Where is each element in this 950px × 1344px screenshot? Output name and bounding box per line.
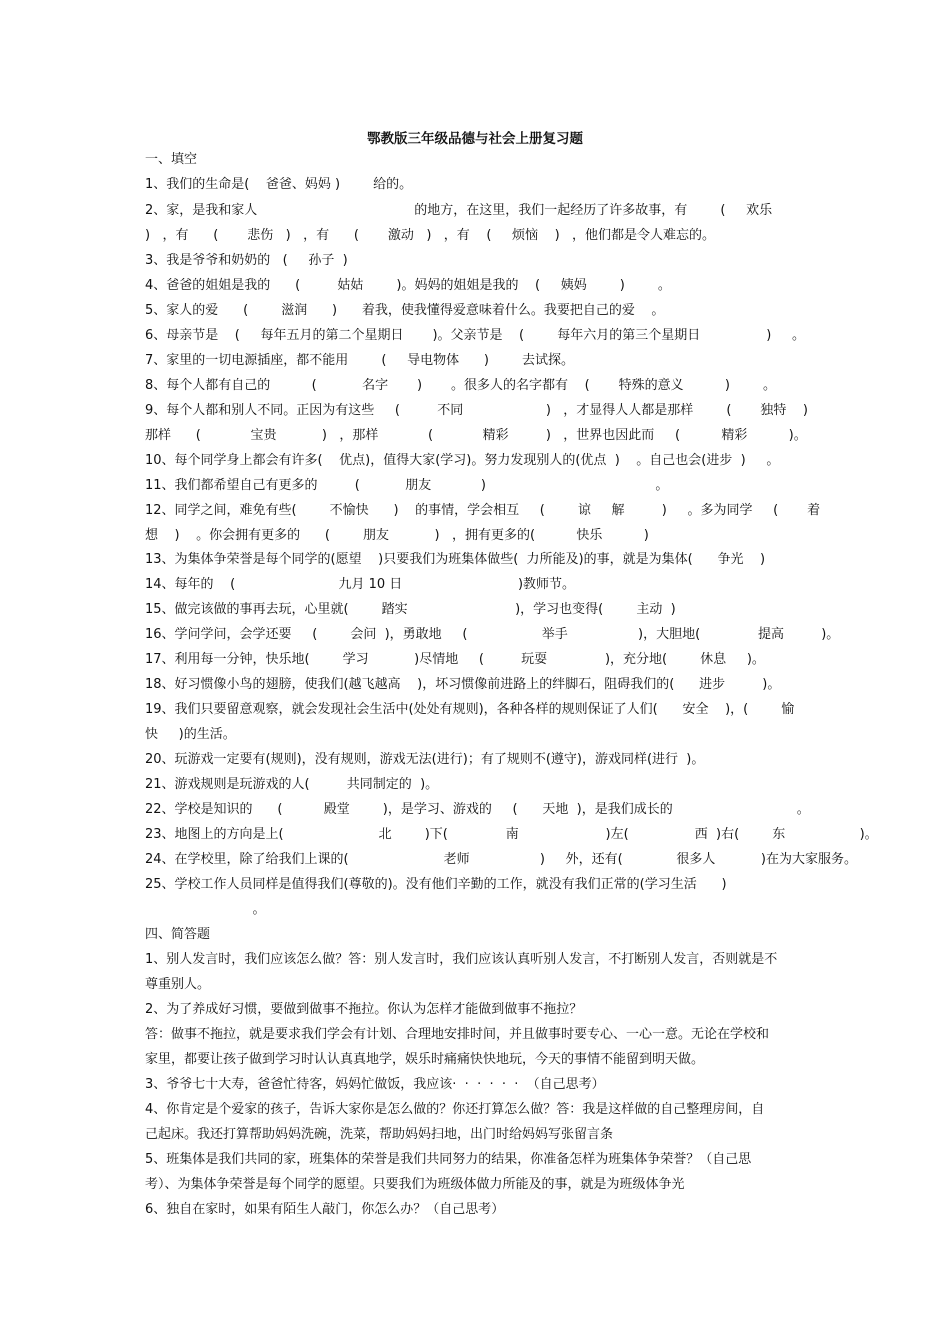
fill-line: 21、游戏规则是玩游戏的人( 共同制定的 )。 <box>145 777 439 792</box>
answer-line: 考）、为集体争荣誉是每个同学的愿望。只要我们为班级体做力所能及的事，就是为班级体争光 <box>145 1177 685 1192</box>
answer-line: 尊重别人。 <box>145 977 211 992</box>
fill-line: 15、做完该做的事再去玩，心里就( 踏实 )，学习也变得( 主动 ) <box>145 602 676 617</box>
answer-line: 3、爷爷七十大寿，爸爸忙待客，妈妈忙做饭，我应该· · · · · · （自己思考） <box>145 1077 605 1092</box>
fill-line: 19、我们只要留意观察，就会发现社会生活中(处处有规则)，各种各样的规则保证了人们( 安全 )，( 愉 <box>145 702 795 717</box>
fill-line: 想 ) 。你会拥有更多的 ( 朋友 ) ，拥有更多的( 快乐 ) <box>145 528 649 543</box>
fill-line: 1、我们的生命是( 爸爸、妈妈 ) 给的。 <box>145 177 413 192</box>
fill-line: 20、玩游戏一定要有(规则)，没有规则，游戏无法(进行)；有了规则不(遵守)，游戏同样(进行 )。 <box>145 752 705 767</box>
answer-line: 2、为了养成好习惯，要做到做事不拖拉。你认为怎样才能做到做事不拖拉？ <box>145 1002 583 1017</box>
fill-line: 12、同学之间，难免有些( 不愉快 ) 的事情，学会相互 ( 谅 解 ) 。多为同学 ( 着 <box>145 503 821 518</box>
fill-line: 3、我是爷爷和奶奶的 ( 孙子 ) <box>145 253 348 268</box>
fill-line: 11、我们都希望自己有更多的 ( 朋友 ) 。 <box>145 478 669 493</box>
fill-line: 10、每个同学身上都会有许多( 优点)，值得大家(学习)。努力发现别人的(优点 ) 。自己也会(进步 ) 。 <box>145 453 780 468</box>
section-heading-fill: 一、填空 <box>145 152 198 167</box>
fill-line: 22、学校是知识的 ( 殿堂 )，是学习、游戏的 ( 天地 )，是我们成长的 。 <box>145 802 810 817</box>
answer-line: 己起床。我还打算帮助妈妈洗碗，洗菜，帮助妈妈扫地，出门时给妈妈写张留言条 <box>145 1127 614 1142</box>
fill-line: 13、为集体争荣誉是每个同学的(愿望 )只要我们为班集体做些( 力所能及)的事，就是为集体( 争光 ) <box>145 552 766 567</box>
fill-line: 7、家里的一切电源插座，都不能用 ( 导电物体 ) 去试探。 <box>145 353 574 368</box>
fill-line: 。 <box>145 902 266 917</box>
fill-line: 23、地图上的方向是上( 北 )下( 南 )左( 西 )右( 东 )。 <box>145 827 878 842</box>
fill-line: 5、家人的爱 ( 滋润 ) 着我，使我懂得爱意味着什么。我要把自己的爱 。 <box>145 303 665 318</box>
document-title: 鄂教版三年级品德与社会上册复习题 <box>367 131 583 147</box>
fill-line: 2、家，是我和家人 的地方，在这里，我们一起经历了许多故事，有 ( 欢乐 <box>145 203 773 218</box>
answer-line: 1、别人发言时，我们应该怎么做？答：别人发言时，我们应该认真听别人发言，不打断别人发言，否则就是不 <box>145 952 778 967</box>
answer-line: 6、独自在家时，如果有陌生人敲门，你怎么办？（自己思考） <box>145 1202 505 1217</box>
fill-line: 8、每个人都有自己的 ( 名字 ) 。很多人的名字都有 ( 特殊的意义 ) 。 <box>145 378 777 393</box>
fill-line: 快 )的生活。 <box>145 727 236 742</box>
fill-line: 那样 ( 宝贵 ) ，那样 ( 精彩 ) ，世界也因此而 ( 精彩 )。 <box>145 428 807 443</box>
section-heading-short-answer: 四、简答题 <box>145 927 211 942</box>
fill-line: 4、爸爸的姐姐是我的 ( 姑姑 )。妈妈的姐姐是我的 ( 姨妈 ) 。 <box>145 278 671 293</box>
fill-line: 9、每个人都和别人不同。正因为有这些 ( 不同 ) ，才显得人人都是那样 ( 独特 ) <box>145 403 808 418</box>
answer-line: 5、班集体是我们共同的家，班集体的荣誉是我们共同努力的结果，你准备怎样为班集体争荣誉？（自己思 <box>145 1152 752 1167</box>
fill-line: 17、利用每一分钟，快乐地( 学习 )尽情地 ( 玩耍 )，充分地( 休息 )。 <box>145 652 765 667</box>
fill-line: 16、学问学问，会学还要 ( 会问 )，勇敢地 ( 举手 )，大胆地( 提高 )。 <box>145 627 840 642</box>
fill-line: ) ，有 ( 悲伤 ) ，有 ( 激动 ) ，有 ( 烦恼 ) ，他们都是令人难忘的。 <box>145 228 716 243</box>
fill-line: 18、好习惯像小鸟的翅膀，使我们(越飞越高 )，坏习惯像前进路上的绊脚石，阻碍我们的( 进步 )。 <box>145 677 781 692</box>
answer-line: 家里，都要让孩子做到学习时认认真真地学，娱乐时痛痛快快地玩，今天的事情不能留到明天做。 <box>145 1052 705 1067</box>
answer-line: 4、你肯定是个爱家的孩子，告诉大家你是怎么做的？你还打算怎么做？答：我是这样做的自己整理房间，自 <box>145 1102 765 1117</box>
fill-line: 25、学校工作人员同样是值得我们(尊敬的)。没有他们辛勤的工作，就没有我们正常的(学习生活 ) <box>145 877 727 892</box>
answer-line: 答：做事不拖拉，就是要求我们学会有计划、合理地安排时间，并且做事时要专心、一心一意。无论在学校和 <box>145 1027 770 1042</box>
fill-line: 6、母亲节是 ( 每年五月的第二个星期日 )。父亲节是 ( 每年六月的第三个星期日 ) 。 <box>145 328 806 343</box>
fill-line: 24、在学校里，除了给我们上课的( 老师 ) 外，还有( 很多人 )在为大家服务。 <box>145 852 857 867</box>
fill-line: 14、每年的 ( 九月 10 日 )教师节。 <box>145 577 576 592</box>
